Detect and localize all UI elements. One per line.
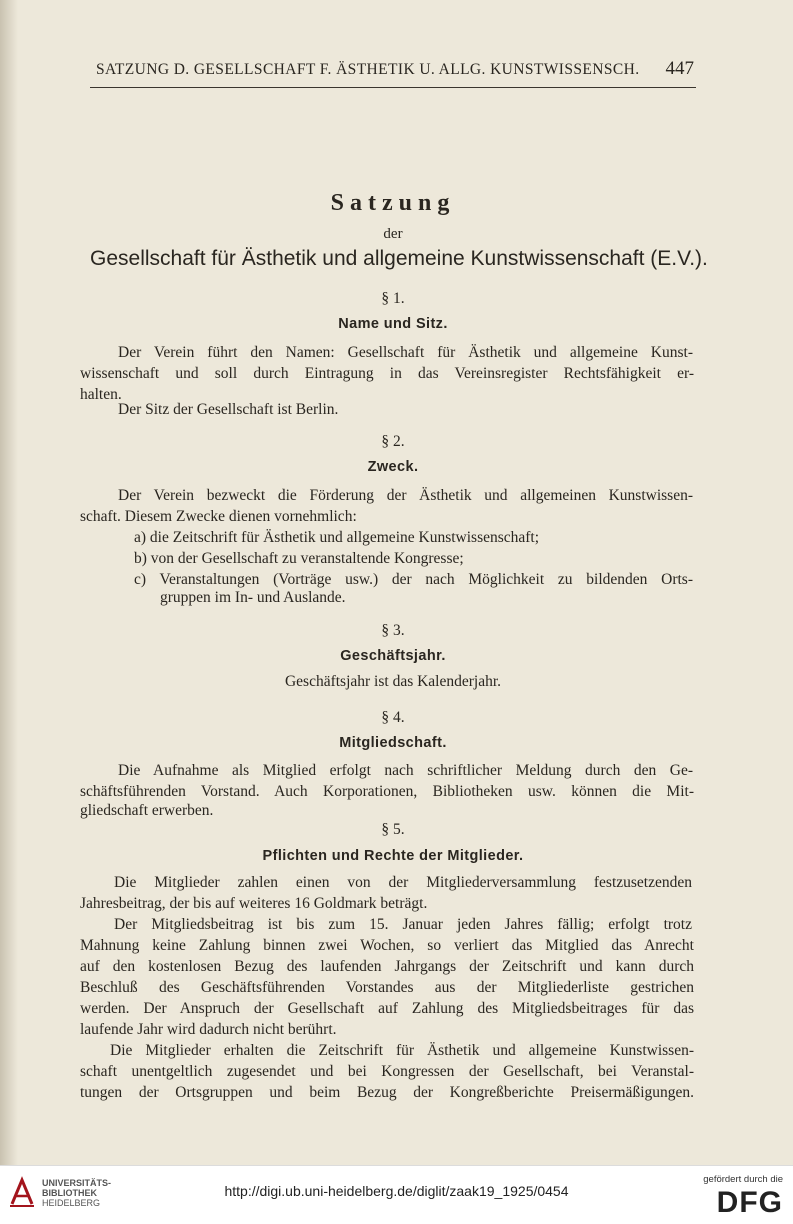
library-logo-line: BIBLIOTHEK: [42, 1188, 97, 1198]
list-item: gruppen im In- und Auslande.: [160, 589, 346, 606]
list-item: c) Veranstaltungen (Vorträge usw.) der nach Möglichkeit zu bildenden Orts-: [134, 571, 693, 588]
text-line: wissenschaft und soll durch Eintragung in das Vereinsregister Rechtsfähigkeit er-: [80, 365, 694, 382]
text-line: laufende Jahr wird dadurch nicht berührt.: [80, 1021, 337, 1038]
viewer-footer: [0, 1165, 793, 1224]
text-line: Beschluß des Geschäftsführenden Vorstandes aus der Mitgliederliste gestrichen: [80, 979, 694, 996]
section-heading: Zweck.: [367, 459, 419, 475]
library-logo-line: UNIVERSITÄTS-: [42, 1178, 112, 1188]
text-line: Geschäftsjahr ist das Kalenderjahr.: [284, 673, 502, 690]
text-line: gliedschaft erwerben.: [80, 802, 214, 819]
text-line: schaft. Diesem Zwecke dienen vornehmlich:: [80, 508, 357, 525]
text-line: Mahnung keine Zahlung binnen zwei Wochen, so verliert das Mitglied das Anrecht: [80, 937, 694, 954]
running-head: [90, 57, 696, 88]
text-line: schaft unentgeltlich zugesendet und bei Kongressen der Gesellschaft, bei Veranstal-: [80, 1063, 694, 1080]
section-heading: Pflichten und Rechte der Mitglieder.: [262, 848, 524, 864]
section-heading: Mitgliedschaft.: [339, 735, 447, 751]
text-line: Der Verein führt den Namen: Gesellschaft für Ästhetik und allgemeine Kunst-: [118, 344, 693, 361]
library-logo-line: HEIDELBERG: [42, 1198, 101, 1208]
list-item: b) von der Gesellschaft zu veranstaltende Kongresse;: [134, 550, 464, 567]
title-society-name: Gesellschaft für Ästhetik und allgemeine Kunstwissenschaft (E.V.).: [90, 247, 708, 270]
page-number: 447: [665, 58, 694, 79]
text-line: halten.: [80, 386, 122, 403]
text-line: Die Mitglieder erhalten die Zeitschrift für Ästhetik und allgemeine Kunstwissen-: [110, 1042, 694, 1059]
section-heading: Name und Sitz.: [338, 316, 448, 332]
document-title: Satzung: [330, 190, 456, 216]
text-line: Jahresbeitrag, der bis auf weiteres 16 Goldmark beträgt.: [80, 895, 428, 912]
text-line: schäftsführenden Vorstand. Auch Korporationen, Bibliotheken usw. können die Mit-: [80, 783, 694, 800]
text-line: tungen der Ortsgruppen und beim Bezug der Kongreßberichte Preisermäßigungen.: [80, 1084, 694, 1101]
section-number: § 4.: [381, 709, 405, 726]
permalink-url[interactable]: http://digi.ub.uni-heidelberg.de/diglit/zaak19_1925/0454: [224, 1183, 569, 1199]
sponsor-label: gefördert durch die: [703, 1174, 783, 1185]
title-der: der: [383, 226, 403, 242]
text-line: Der Mitgliedsbeitrag ist bis zum 15. Januar jeden Jahres fällig; erfolgt trotz: [114, 916, 692, 933]
section-number: § 5.: [381, 821, 405, 838]
text-line: auf den kostenlosen Bezug des laufenden Jahrgangs der Zeitschrift und kann durch: [80, 958, 694, 975]
running-head-title: SATZUNG D. GESELLSCHAFT F. ÄSTHETIK U. ALLG. KUNSTWISSENSCH.: [96, 61, 640, 78]
dfg-logo[interactable]: DFG: [716, 1186, 783, 1219]
list-item: a) die Zeitschrift für Ästhetik und allgemeine Kunstwissenschaft;: [134, 529, 540, 546]
text-line: Der Sitz der Gesellschaft ist Berlin.: [118, 401, 339, 418]
text-line: Die Mitglieder zahlen einen von der Mitgliederversammlung festzusetzenden: [114, 874, 692, 891]
section-number: § 1.: [381, 290, 405, 307]
text-line: Der Verein bezweckt die Förderung der Ästhetik und allgemeinen Kunstwissen-: [118, 487, 693, 504]
section-heading: Geschäftsjahr.: [340, 648, 446, 664]
text-line: Die Aufnahme als Mitglied erfolgt nach schriftlicher Meldung durch den Ge-: [118, 762, 693, 779]
text-line: werden. Der Anspruch der Gesellschaft auf Zahlung des Mitgliedsbeitrages für das: [80, 1000, 694, 1017]
section-number: § 3.: [381, 622, 405, 639]
section-number: § 2.: [381, 433, 405, 450]
